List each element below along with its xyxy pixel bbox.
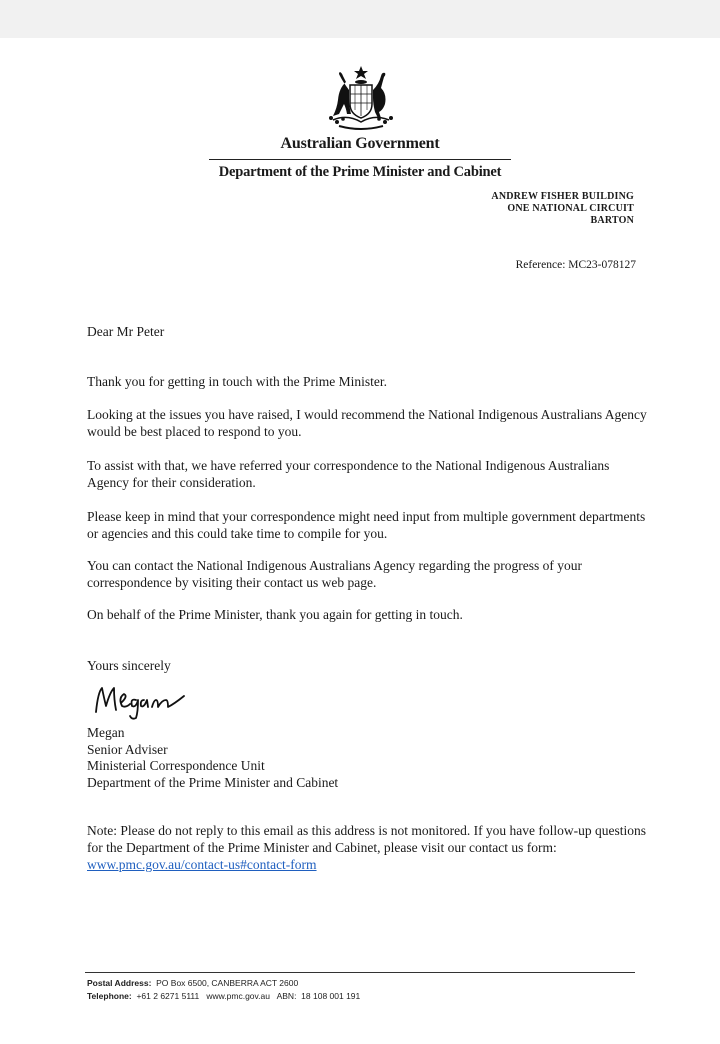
signer-department: Department of the Prime Minister and Cabinet <box>87 774 339 790</box>
paragraph-text: You can contact the National Indigenous Australians Agency regarding the progress of your correspondence by visiting their contact us web page. <box>87 558 583 590</box>
signer-block <box>87 725 647 791</box>
viewer-top-bar <box>0 0 720 38</box>
paragraph-text: Thank you for getting in touch with the Prime Minister. <box>87 374 387 389</box>
paragraph-5 <box>87 557 647 591</box>
abn-value: 18 108 001 191 <box>301 991 361 1001</box>
address-line-3: BARTON <box>590 215 634 226</box>
paragraph-6 <box>87 606 647 623</box>
footer-divider <box>85 972 635 973</box>
telephone-value: +61 2 6271 5111 <box>136 991 200 1001</box>
paragraph-text: Looking at the issues you have raised, I would recommend the National Indigenous Australians Agency would be best placed to respond to you. <box>87 407 647 439</box>
signer-name: Megan <box>87 725 125 740</box>
paragraph-text: On behalf of the Prime Minister, thank you again for getting in touch. <box>87 607 463 622</box>
address-line-1: ANDREW FISHER BUILDING <box>491 191 634 202</box>
letter-page <box>0 38 720 1044</box>
footer <box>87 977 360 1003</box>
reference-number: Reference: MC23-078127 <box>515 259 636 271</box>
contact-form-link[interactable]: www.pmc.gov.au/contact-us#contact-form <box>87 857 317 872</box>
office-address <box>491 191 634 227</box>
paragraph-text: Please keep in mind that your correspondence might need input from multiple government departments or agencies and this could take time to compile for you. <box>87 509 646 541</box>
abn-label: ABN: <box>276 991 297 1001</box>
paragraph-3 <box>87 457 647 491</box>
paragraph-1 <box>87 373 647 390</box>
coat-of-arms-icon <box>313 64 409 134</box>
letterhead-divider <box>209 159 511 160</box>
paragraph-4 <box>87 508 647 542</box>
postal-label: Postal Address: <box>87 978 152 988</box>
note-text: Note: Please do not reply to this email as this address is not monitored. If you have follow-up questions for the Department of the Prime Minister and Cabinet, please visit our contact us form: <box>87 823 647 855</box>
note-paragraph <box>87 822 647 873</box>
handwritten-signature <box>92 678 192 722</box>
closing: Yours sincerely <box>87 658 171 673</box>
postal-value: PO Box 6500, CANBERRA ACT 2600 <box>156 978 299 988</box>
paragraph-2 <box>87 406 647 440</box>
department-title: Department of the Prime Minister and Cabinet <box>218 164 502 180</box>
signer-title: Senior Adviser <box>87 741 168 757</box>
footer-contact-line <box>87 990 360 1003</box>
salutation: Dear Mr Peter <box>87 324 165 339</box>
footer-postal-line <box>87 977 360 990</box>
address-line-2: ONE NATIONAL CIRCUIT <box>507 203 634 214</box>
paragraph-text: To assist with that, we have referred your correspondence to the National Indigenous Australians Agency for their consideration. <box>87 458 610 490</box>
website: www.pmc.gov.au <box>206 991 270 1001</box>
signer-unit: Ministerial Correspondence Unit <box>87 758 265 773</box>
telephone-label: Telephone: <box>87 991 132 1001</box>
government-title: Australian Government <box>280 135 440 152</box>
